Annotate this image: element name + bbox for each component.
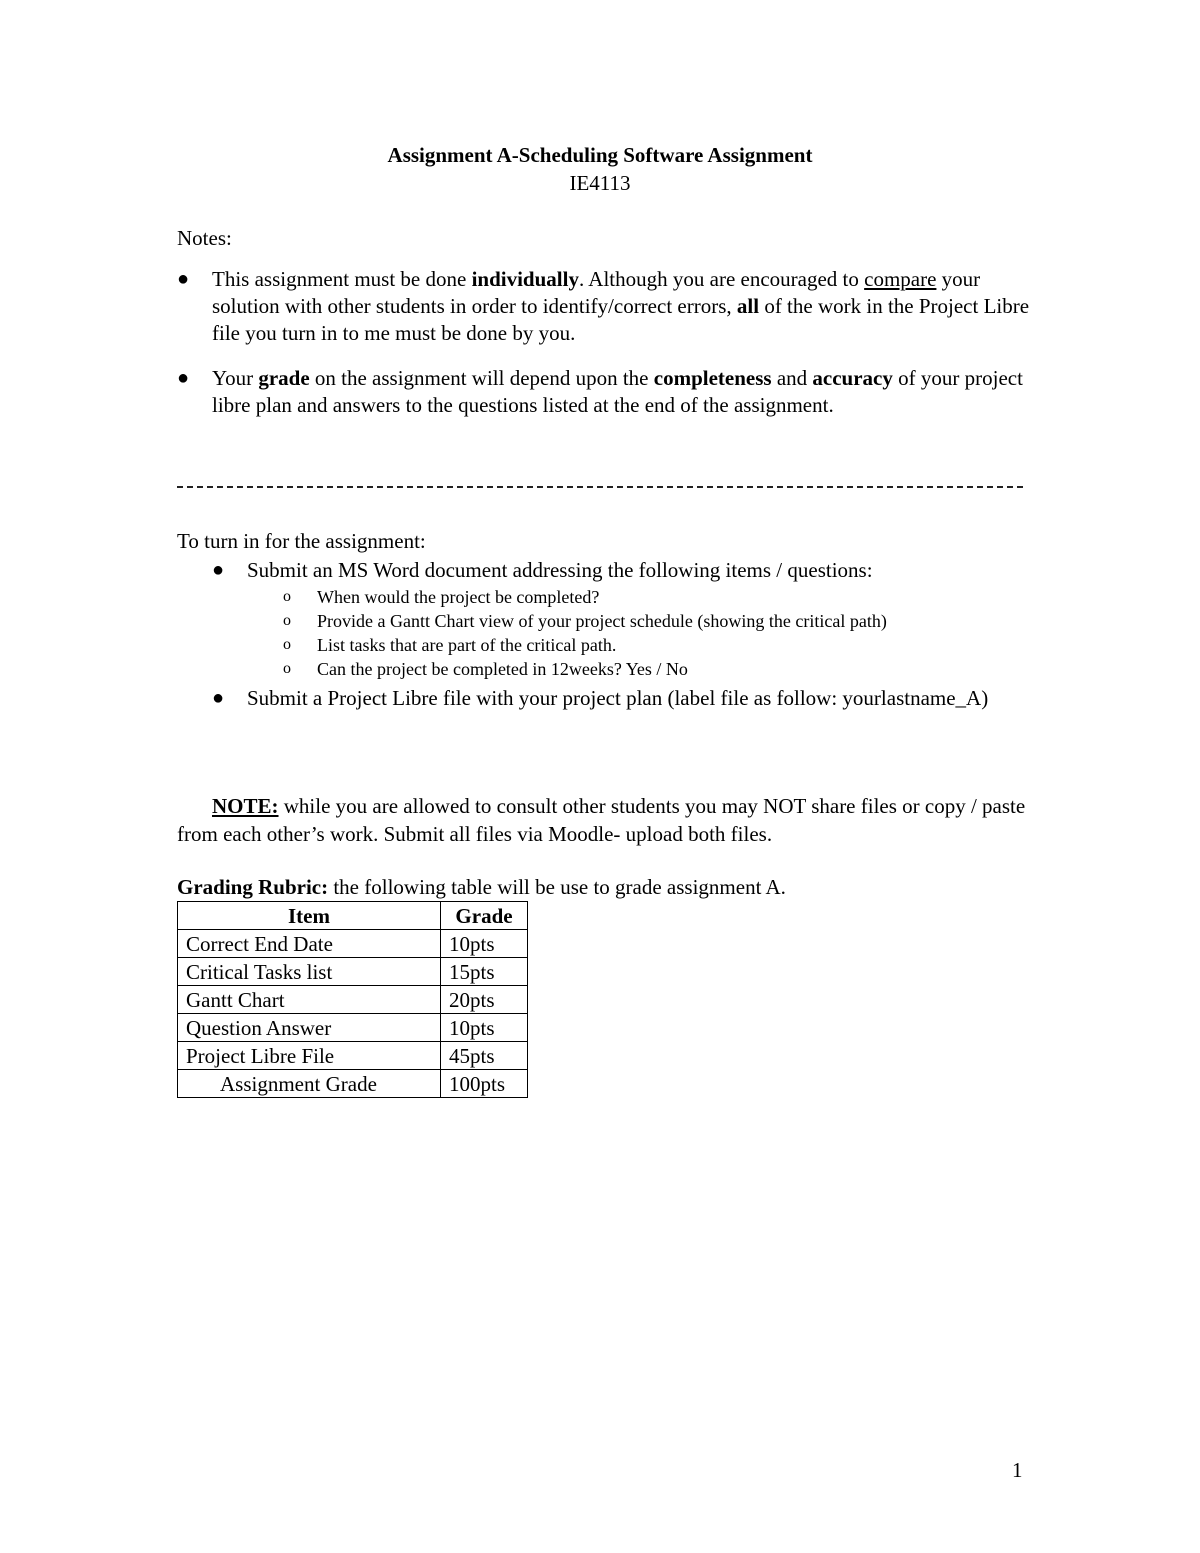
rubric-total-label: Assignment Grade	[178, 1070, 441, 1098]
rubric-grade: 10pts	[441, 1014, 528, 1042]
page-number: 1	[1012, 1458, 1023, 1482]
table-row	[178, 958, 528, 986]
table-row	[178, 1042, 528, 1070]
rubric-text: the following table will be use to grade assignment A.	[328, 875, 786, 899]
bullet-icon: ●	[177, 367, 190, 389]
rubric-item: Correct End Date	[178, 930, 441, 958]
document-title: Assignment A-Scheduling Software Assignment	[387, 143, 813, 167]
turn-in-heading: To turn in for the assignment:	[177, 529, 426, 553]
sub-bullet-icon: o	[283, 636, 291, 653]
rubric-intro	[177, 874, 1037, 900]
rubric-grade: 15pts	[441, 958, 528, 986]
bullet-icon: ●	[212, 687, 225, 709]
turn-in-item-text: Submit a Project Libre file with your project plan (label file as follow: yourlastname_A)	[247, 686, 989, 710]
sub-bullet-icon: o	[283, 588, 291, 605]
column-header-item: Item	[178, 902, 441, 930]
bullet-icon: ●	[177, 268, 190, 290]
table-row	[178, 930, 528, 958]
rubric-grade: 20pts	[441, 986, 528, 1014]
rubric-label: Grading Rubric:	[177, 875, 329, 899]
grading-rubric-table	[177, 901, 528, 1098]
question-text: When would the project be completed?	[317, 587, 600, 607]
section-divider	[177, 486, 1023, 488]
question-text: Can the project be completed in 12weeks? Yes / No	[317, 659, 688, 679]
note-label: NOTE:	[212, 794, 279, 818]
question-text: List tasks that are part of the critical path.	[317, 635, 617, 655]
table-row	[178, 986, 528, 1014]
notes-heading: Notes:	[177, 226, 232, 250]
rubric-item: Question Answer	[178, 1014, 441, 1042]
course-code: IE4113	[569, 171, 631, 195]
note-text: while you are allowed to consult other students you may NOT share files or copy / paste from each other’s work. Submit all files via Moodle- upload both files.	[177, 794, 1026, 846]
question-text: Provide a Gantt Chart view of your project schedule (showing the critical path)	[317, 611, 887, 631]
rubric-item: Critical Tasks list	[178, 958, 441, 986]
bullet-text: Your grade on the assignment will depend upon the completeness and accuracy of your project libre plan and answers to the questions listed at the end of the assignment.	[212, 366, 1023, 417]
note-paragraph	[177, 792, 1037, 848]
bullet-icon: ●	[212, 559, 225, 581]
sub-bullet-icon: o	[283, 612, 291, 629]
table-header-row	[178, 902, 528, 930]
table-total-row	[178, 1070, 528, 1098]
rubric-item: Project Libre File	[178, 1042, 441, 1070]
rubric-grade: 10pts	[441, 930, 528, 958]
turn-in-item-text: Submit an MS Word document addressing the following items / questions:	[247, 558, 873, 582]
sub-bullet-icon: o	[283, 660, 291, 677]
rubric-total-grade: 100pts	[441, 1070, 528, 1098]
bullet-text: This assignment must be done individually. Although you are encouraged to compare your solution with other students in order to identify/correct errors, all of the work in the Project Libre file you turn in to me must be done by you.	[212, 267, 1030, 345]
rubric-item: Gantt Chart	[178, 986, 441, 1014]
table-row	[178, 1014, 528, 1042]
rubric-grade: 45pts	[441, 1042, 528, 1070]
column-header-grade: Grade	[441, 902, 528, 930]
